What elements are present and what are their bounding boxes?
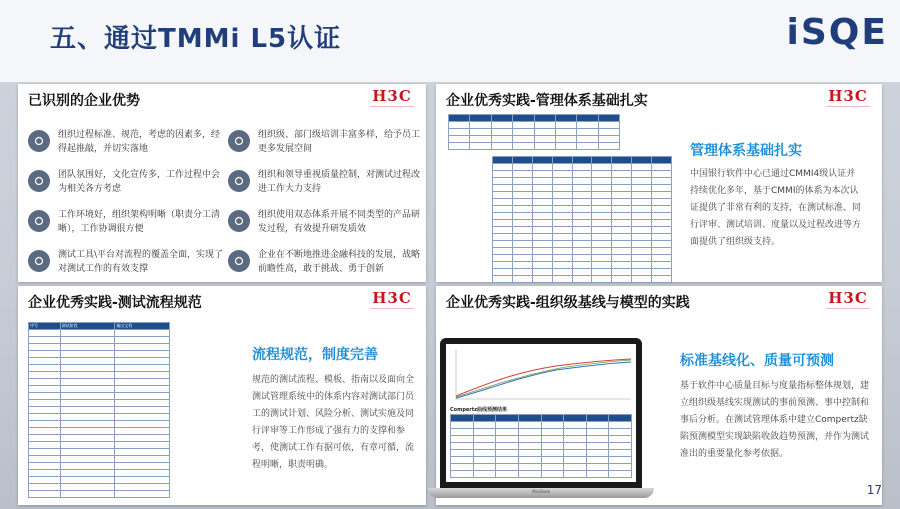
section-body: 中国银行软件中心已通过CMMI4级认证并持续优化多年，基于CMMI的体系为本次认证提供了非常有利的支持，在测试标准、同行评审、测试培训、度量以及过程改进等方面提供了组织级支持。: [690, 169, 862, 247]
section-body: 基于软件中心质量目标与度量指标整体规划，建立组织级基线实现测试的事前预测、事中控制和事后分析。在测试管理体系中建立Compertz缺陷预测模型实现缺陷收敛趋势预测，并作为测试准出的重要量化参考依据。: [680, 381, 870, 459]
advantage-text: 组织和领导重视质量控制，对测试过程改进工作大力支持: [258, 170, 421, 194]
link-icon: [228, 210, 250, 232]
section-subtitle: 流程规范，制度完善: [252, 347, 378, 363]
advantage-text: 工作环境好，组织架构明晰（职责分工清晰），工作协调很方便: [58, 210, 221, 234]
stack-icon: [28, 130, 50, 152]
user-icon: [228, 130, 250, 152]
advantage-text: 团队氛围好，文化宣传多，工作过程中会为相关各方考虑: [58, 170, 221, 194]
panel-process: [18, 286, 426, 505]
panel-title: 企业优秀实践-管理体系基础扎实: [446, 93, 648, 109]
panel-title: 企业优秀实践-组织级基线与模型的实践: [446, 295, 690, 311]
laptop-mockup: [428, 338, 654, 500]
advantage-text: 组织级、部门级培训丰富多样，给予员工更多发展空间: [258, 130, 421, 154]
chart-caption: Compertz曲线预测结果: [450, 407, 508, 413]
advantage-item: [28, 128, 224, 156]
section-subtitle: 管理体系基础扎实: [690, 143, 802, 159]
slide-title: 五、通过TMMi L5认证: [50, 24, 342, 54]
advantage-item: [28, 208, 224, 236]
laptop-base: MacBook: [428, 488, 654, 498]
monitor-icon: [28, 250, 50, 272]
process-table-screenshot: [28, 322, 170, 498]
page-number: 17: [866, 483, 882, 497]
advantage-item: [228, 248, 424, 276]
panel-advantages: [18, 84, 426, 282]
metrics-table-screenshot: [450, 414, 632, 478]
advantage-item: [228, 128, 424, 156]
compertz-chart: [446, 344, 636, 404]
advantage-item: [28, 248, 224, 276]
user-settings-icon: [228, 170, 250, 192]
h3c-logo: H3C ———————————: [370, 289, 414, 311]
section-body: 规范的测试流程、模板、指南以及面向全测试管理系统中的体系内容对测试部门员工的测试计划、风险分析、测试实施及同行评审等工作形成了强有力的支撑和参考，使测试工作有据可依，有章可循，流程明晰，职责明确。: [252, 375, 415, 470]
doc-table-screenshot: [492, 156, 672, 283]
h3c-logo: H3C ———————————: [370, 87, 414, 109]
advantage-text: 测试工具\平台对流程的覆盖全面，实现了对测试工作的有效支撑: [58, 250, 224, 274]
advantage-item: [228, 168, 424, 196]
advantage-item: [28, 168, 224, 196]
panel-title: 已识别的企业优势: [28, 93, 140, 109]
group-icon: [28, 170, 50, 192]
doc-table-screenshot: [448, 114, 620, 150]
location-icon: [228, 250, 250, 272]
table-header: 序号: [29, 323, 61, 330]
section-subtitle: 标准基线化、质量可预测: [680, 353, 834, 369]
advantage-text: 组织过程标准、规范，考虑的因素多，经得起推敲，并切实落地: [58, 130, 221, 154]
table-header: 输出文档: [115, 323, 170, 330]
advantage-text: 企业在不断地推进金融科技的发展，战略前瞻性高，敢于挑战、勇于创新: [258, 250, 421, 274]
advantage-item: [228, 208, 424, 236]
advantage-text: 组织使用双态体系开展不同类型的产品研发过程，有效提升研发质效: [258, 210, 421, 234]
slide-header: [0, 0, 900, 82]
network-icon: [28, 210, 50, 232]
table-header: 测试阶段: [60, 323, 115, 330]
panel-mgmt: [436, 84, 882, 282]
isqe-logo: iSQE: [786, 12, 888, 53]
panel-title: 企业优秀实践-测试流程规范: [28, 295, 202, 311]
h3c-logo: H3C ———————————: [826, 87, 870, 109]
h3c-logo: H3C ———————————: [826, 289, 870, 311]
